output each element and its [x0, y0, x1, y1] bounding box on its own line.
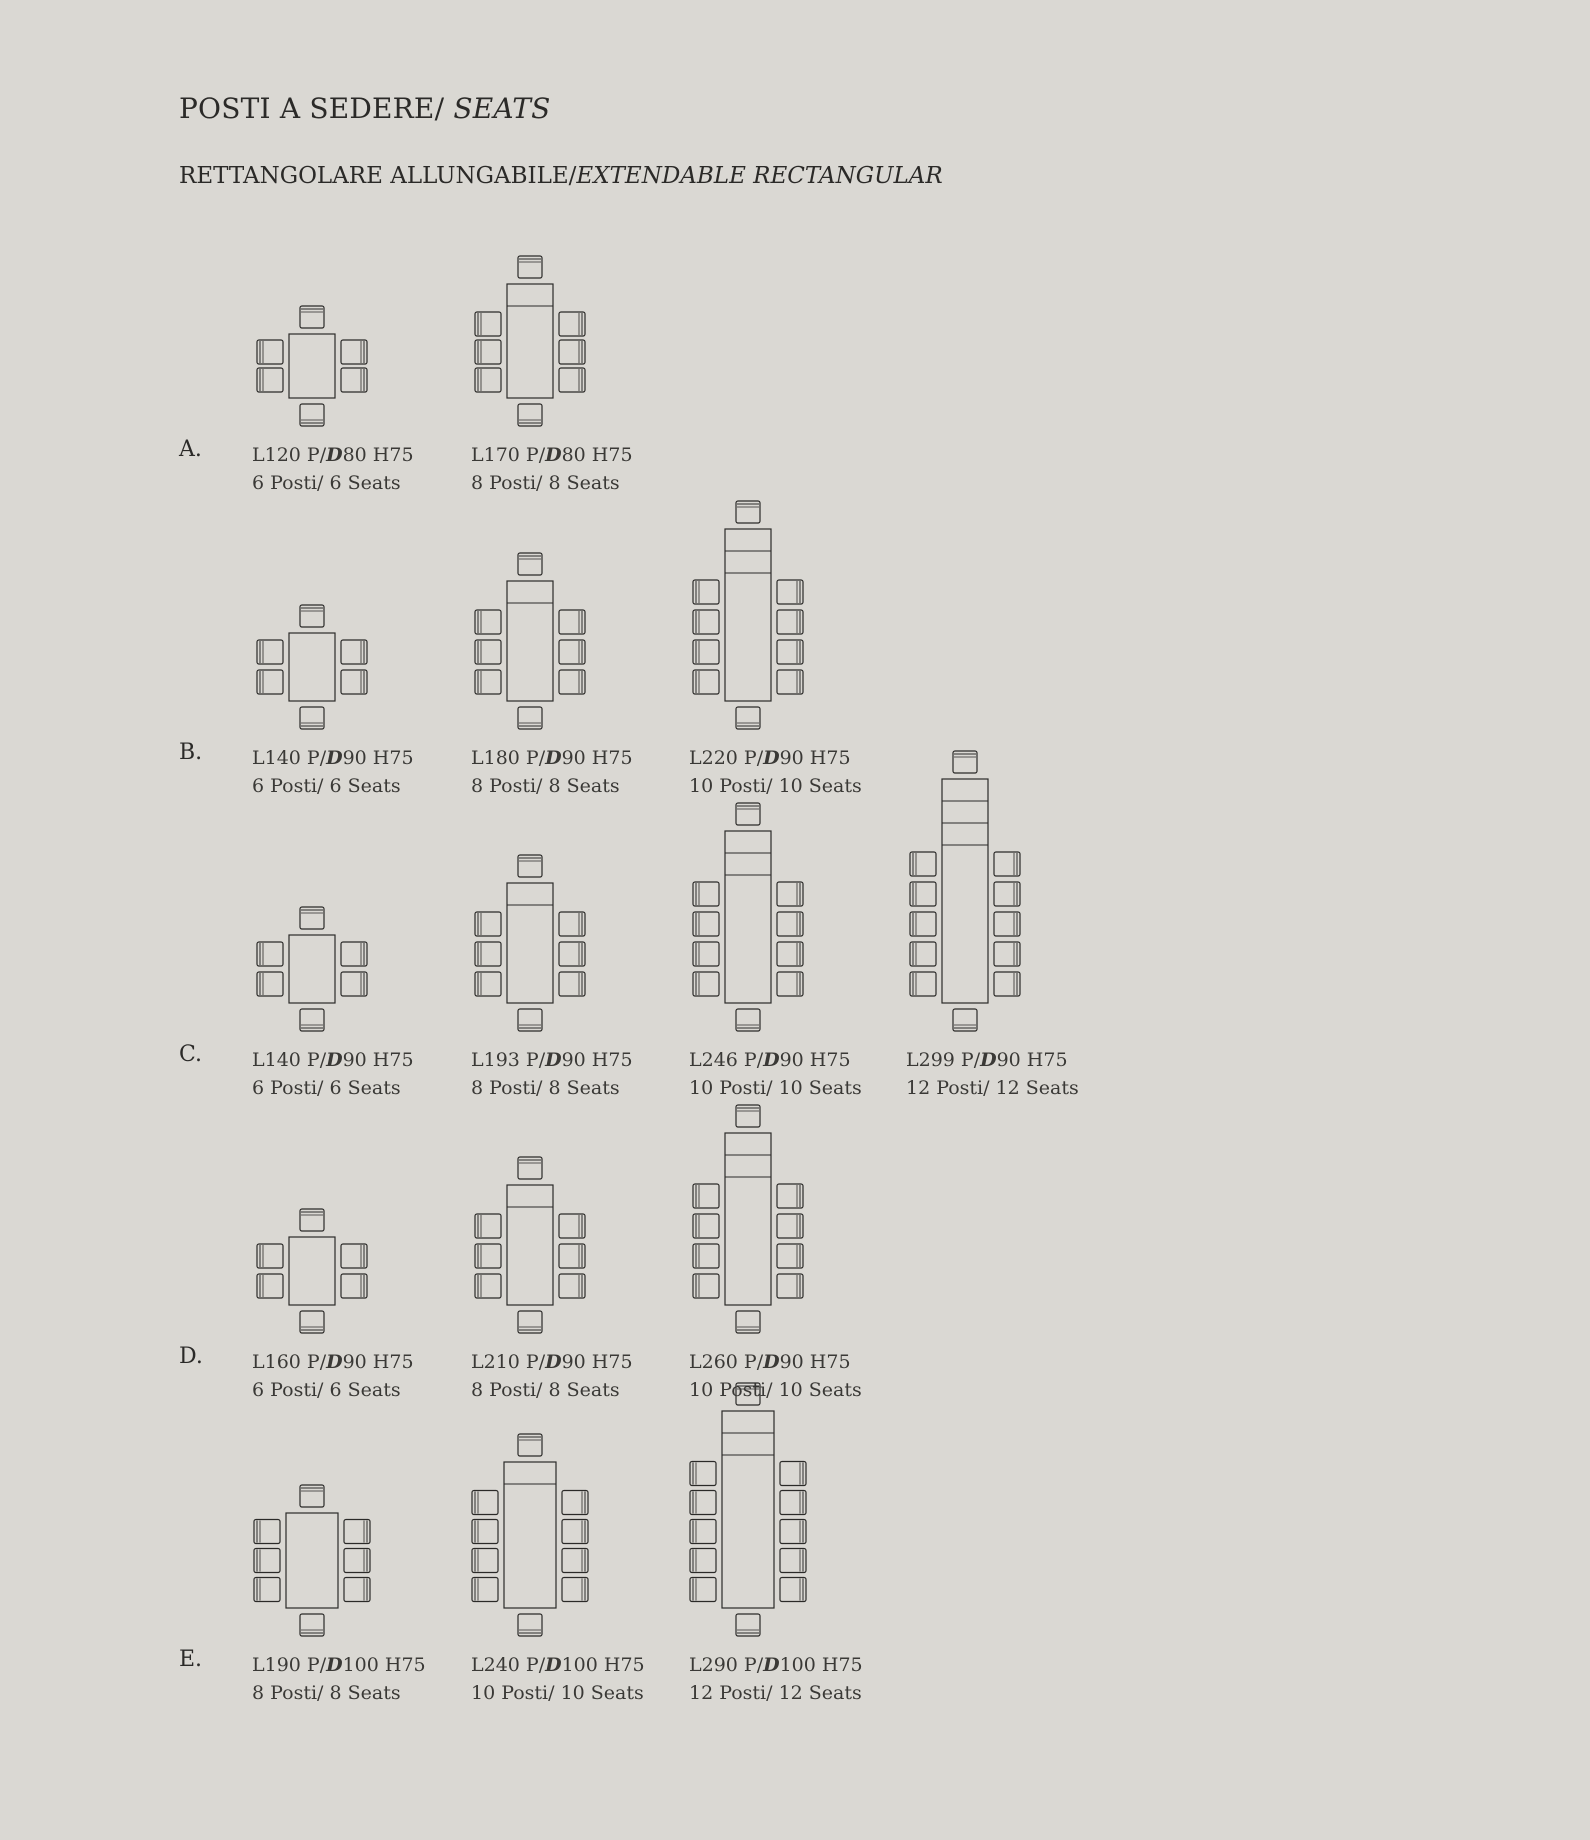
chair-icon [777, 640, 803, 664]
row-letter: C. [179, 1042, 203, 1067]
chair-icon [693, 1274, 719, 1298]
table-seats: 10 Posti/ 10 Seats [471, 1682, 644, 1704]
table-plan [475, 1157, 585, 1333]
row-letter: E. [179, 1647, 203, 1672]
chair-icon [257, 972, 283, 996]
chair-icon [475, 1274, 501, 1298]
table-top [289, 633, 335, 701]
subtitle-italian: RETTANGOLARE ALLUNGABILE/ [179, 163, 577, 189]
chair-icon [341, 972, 367, 996]
title-italian: POSTI A SEDERE/ [179, 92, 445, 125]
table-spec [252, 1046, 414, 1102]
table-dimensions: L210 P/D90 H75 [471, 1351, 633, 1373]
table-spec [252, 744, 414, 800]
table-plan [910, 751, 1020, 1031]
table-dimensions: L193 P/D90 H75 [471, 1049, 633, 1071]
chair-icon [257, 942, 283, 966]
chair-icon [693, 1184, 719, 1208]
table-dimensions: L160 P/D90 H75 [252, 1351, 414, 1373]
table-top [507, 1185, 553, 1305]
chair-icon [994, 912, 1020, 936]
table-top [725, 529, 771, 701]
chair-icon [910, 852, 936, 876]
chair-icon [562, 1578, 588, 1602]
table-spec [471, 1651, 645, 1707]
chair-icon [254, 1549, 280, 1573]
title-english: SEATS [453, 92, 551, 125]
chair-icon [693, 640, 719, 664]
chair-icon [559, 640, 585, 664]
chair-icon [780, 1549, 806, 1573]
table-top [722, 1411, 774, 1608]
chair-icon [559, 670, 585, 694]
table-seats: 6 Posti/ 6 Seats [252, 1077, 401, 1099]
chair-icon [910, 912, 936, 936]
chair-icon [559, 942, 585, 966]
table-spec [471, 441, 633, 497]
table-dimensions: L120 P/D80 H75 [252, 444, 414, 466]
chair-icon [780, 1520, 806, 1544]
table-seats: 6 Posti/ 6 Seats [252, 775, 401, 797]
chair-icon [693, 882, 719, 906]
table-top [289, 1237, 335, 1305]
table-top [289, 935, 335, 1003]
chair-icon [344, 1578, 370, 1602]
table-dimensions: L170 P/D80 H75 [471, 444, 633, 466]
table-plan [254, 1485, 370, 1636]
table-top [725, 1133, 771, 1305]
chair-icon [472, 1491, 498, 1515]
chair-icon [341, 368, 367, 392]
table-spec [471, 1348, 633, 1404]
table-dimensions: L180 P/D90 H75 [471, 747, 633, 769]
table-seats: 8 Posti/ 8 Seats [471, 1379, 620, 1401]
chair-icon [777, 1184, 803, 1208]
table-seats: 8 Posti/ 8 Seats [252, 1682, 401, 1704]
chair-icon [257, 368, 283, 392]
table-seats: 10 Posti/ 10 Seats [689, 1077, 862, 1099]
table-dimensions: L290 P/D100 H75 [689, 1654, 863, 1676]
table-plan [475, 553, 585, 729]
table-plan [257, 605, 367, 729]
table-seats: 6 Posti/ 6 Seats [252, 472, 401, 494]
chair-icon [472, 1549, 498, 1573]
table-spec [906, 1046, 1079, 1102]
chair-icon [559, 368, 585, 392]
table-seats: 8 Posti/ 8 Seats [471, 775, 620, 797]
chair-icon [910, 972, 936, 996]
chair-icon [475, 1214, 501, 1238]
chair-icon [559, 312, 585, 336]
table-plan [690, 1383, 806, 1636]
chair-icon [475, 640, 501, 664]
chair-icon [475, 972, 501, 996]
chair-icon [562, 1491, 588, 1515]
table-dimensions: L140 P/D90 H75 [252, 1049, 414, 1071]
chair-icon [257, 670, 283, 694]
chair-icon [994, 882, 1020, 906]
subtitle-english: EXTENDABLE RECTANGULAR [576, 163, 943, 189]
chair-icon [475, 340, 501, 364]
chair-icon [475, 942, 501, 966]
table-plan [257, 306, 367, 426]
chair-icon [777, 1244, 803, 1268]
table-dimensions: L246 P/D90 H75 [689, 1049, 851, 1071]
table-dimensions: L260 P/D90 H75 [689, 1351, 851, 1373]
chair-icon [693, 580, 719, 604]
chair-icon [780, 1578, 806, 1602]
table-dimensions: L140 P/D90 H75 [252, 747, 414, 769]
table-plan [693, 501, 803, 729]
chair-icon [693, 942, 719, 966]
table-spec [471, 1046, 633, 1102]
table-spec [689, 1348, 862, 1404]
chair-icon [690, 1462, 716, 1486]
chair-icon [472, 1520, 498, 1544]
chair-icon [257, 340, 283, 364]
chair-icon [780, 1462, 806, 1486]
chair-icon [910, 942, 936, 966]
chair-icon [559, 610, 585, 634]
chair-icon [341, 640, 367, 664]
table-top [942, 779, 988, 1003]
table-plan [693, 1105, 803, 1333]
chair-icon [472, 1578, 498, 1602]
chair-icon [475, 670, 501, 694]
chair-icon [994, 852, 1020, 876]
chair-icon [690, 1491, 716, 1515]
chair-icon [475, 312, 501, 336]
row-letter: B. [179, 740, 203, 765]
chair-icon [777, 972, 803, 996]
chair-icon [341, 1274, 367, 1298]
chair-icon [475, 368, 501, 392]
chair-icon [559, 1244, 585, 1268]
chair-icon [559, 340, 585, 364]
chair-icon [777, 610, 803, 634]
chair-icon [777, 670, 803, 694]
chair-icon [254, 1578, 280, 1602]
chair-icon [344, 1520, 370, 1544]
table-dimensions: L299 P/D90 H75 [906, 1049, 1068, 1071]
table-top [286, 1513, 338, 1608]
chair-icon [693, 670, 719, 694]
chair-icon [559, 1214, 585, 1238]
table-top [289, 334, 335, 398]
table-seats: 8 Posti/ 8 Seats [471, 1077, 620, 1099]
chair-icon [994, 972, 1020, 996]
table-top [507, 581, 553, 701]
chair-icon [777, 882, 803, 906]
chair-icon [777, 1214, 803, 1238]
table-spec [471, 744, 633, 800]
chair-icon [257, 1274, 283, 1298]
chair-icon [690, 1549, 716, 1573]
chair-icon [341, 340, 367, 364]
chair-icon [254, 1520, 280, 1544]
chair-icon [475, 610, 501, 634]
chair-icon [994, 942, 1020, 966]
table-spec [689, 1651, 863, 1707]
table-plan [257, 1209, 367, 1333]
chair-icon [693, 1214, 719, 1238]
table-plan [257, 907, 367, 1031]
chair-icon [341, 942, 367, 966]
chair-icon [341, 1244, 367, 1268]
chair-icon [693, 912, 719, 936]
chair-icon [559, 1274, 585, 1298]
chair-icon [257, 640, 283, 664]
table-dimensions: L240 P/D100 H75 [471, 1654, 645, 1676]
chair-icon [344, 1549, 370, 1573]
table-seats: 8 Posti/ 8 Seats [471, 472, 620, 494]
table-spec [689, 1046, 862, 1102]
table-plan [475, 855, 585, 1031]
chair-icon [257, 1244, 283, 1268]
table-dimensions: L190 P/D100 H75 [252, 1654, 426, 1676]
chair-icon [777, 942, 803, 966]
table-plan [693, 803, 803, 1031]
table-top [507, 284, 553, 398]
chair-icon [693, 1244, 719, 1268]
table-top [725, 831, 771, 1003]
table-spec [252, 1651, 426, 1707]
chair-icon [341, 670, 367, 694]
table-seats: 10 Posti/ 10 Seats [689, 775, 862, 797]
table-spec [689, 744, 862, 800]
chair-icon [780, 1491, 806, 1515]
chair-icon [693, 610, 719, 634]
row-letter: D. [179, 1344, 203, 1369]
chair-icon [559, 912, 585, 936]
table-seats: 10 Posti/ 10 Seats [689, 1379, 862, 1401]
chair-icon [690, 1578, 716, 1602]
chair-icon [475, 1244, 501, 1268]
table-seats: 12 Posti/ 12 Seats [689, 1682, 862, 1704]
table-dimensions: L220 P/D90 H75 [689, 747, 851, 769]
chair-icon [475, 912, 501, 936]
row-letter: A. [179, 437, 202, 462]
chair-icon [777, 580, 803, 604]
chair-icon [562, 1520, 588, 1544]
table-seats: 6 Posti/ 6 Seats [252, 1379, 401, 1401]
table-spec [252, 441, 414, 497]
chair-icon [693, 972, 719, 996]
chair-icon [910, 882, 936, 906]
chair-icon [777, 912, 803, 936]
table-spec [252, 1348, 414, 1404]
chair-icon [559, 972, 585, 996]
table-plan [475, 256, 585, 426]
table-seats: 12 Posti/ 12 Seats [906, 1077, 1079, 1099]
table-plan [472, 1434, 588, 1636]
table-top [507, 883, 553, 1003]
chair-icon [690, 1520, 716, 1544]
chair-icon [777, 1274, 803, 1298]
chair-icon [562, 1549, 588, 1573]
